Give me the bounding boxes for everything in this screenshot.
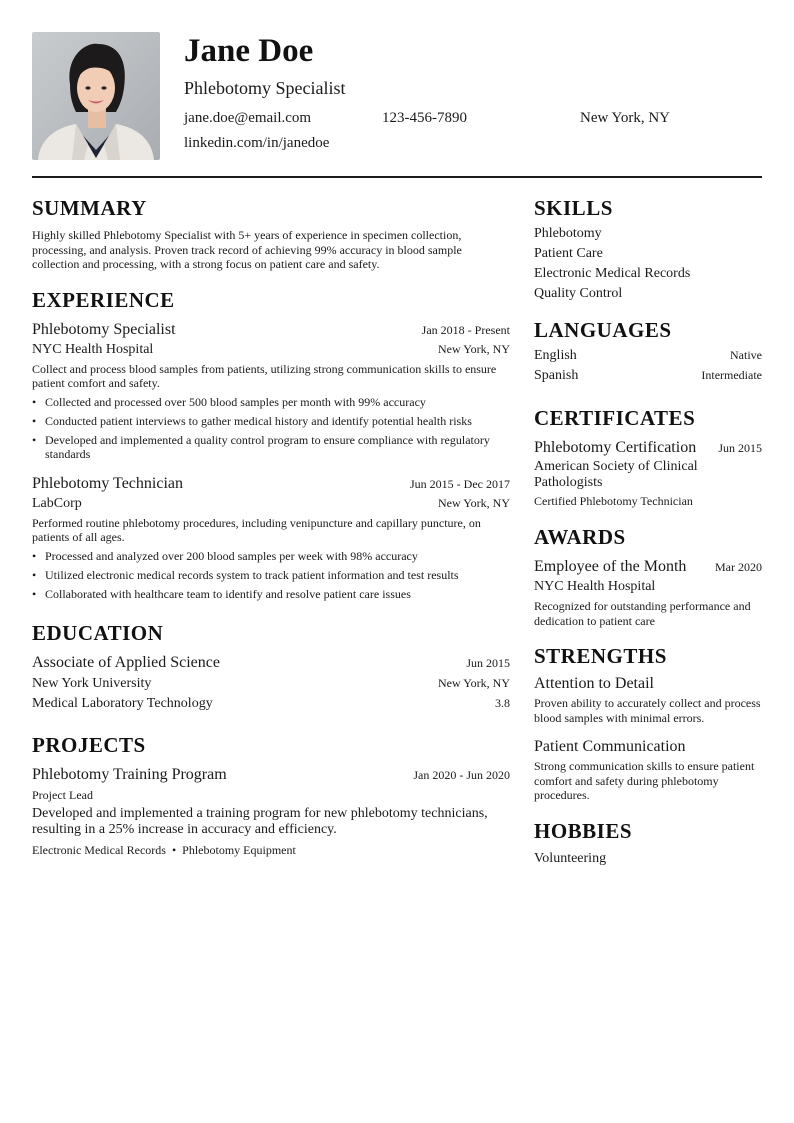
job-entry: [32, 320, 510, 462]
section-heading-summary: SUMMARY: [32, 196, 147, 220]
language-level: Intermediate: [701, 368, 762, 382]
job-bullet: • Processed and analyzed over 200 blood samples per week with 98% accuracy: [32, 549, 510, 564]
skill-item: Electronic Medical Records: [534, 266, 691, 281]
project-role: Project Lead: [32, 788, 93, 802]
languages-section: [534, 318, 762, 386]
hobbies-section: [534, 819, 762, 869]
certificates-section: [534, 406, 762, 509]
job-description: Collect and process blood samples from patients, utilizing strong communication skills to ensure patient comfort and safety.: [32, 361, 497, 390]
education-field: Medical Laboratory Technology: [32, 696, 213, 711]
award-date: Mar 2020: [715, 560, 762, 574]
candidate-title: Phlebotomy Specialist: [184, 78, 346, 98]
language-name: Spanish: [534, 368, 579, 383]
section-heading-strengths: STRENGTHS: [534, 644, 667, 668]
job-bullets: [32, 549, 510, 602]
strength-name: Attention to Detail: [534, 675, 654, 692]
education-degree: Associate of Applied Science: [32, 654, 220, 671]
job-dates: Jun 2015 - Dec 2017: [410, 476, 510, 491]
profile-photo-image: [32, 32, 160, 160]
skill-item: Patient Care: [534, 246, 603, 261]
skills-section: [534, 196, 762, 304]
job-entry: [32, 474, 510, 602]
education-gpa: 3.8: [495, 696, 510, 710]
section-heading-hobbies: HOBBIES: [534, 818, 633, 843]
section-heading-languages: LANGUAGES: [534, 318, 672, 342]
resume-header: [32, 32, 762, 176]
certificate-name: Phlebotomy Certification: [534, 439, 697, 456]
award-description: Recognized for outstanding performance and dedication to patient care: [534, 599, 751, 628]
award-issuer: NYC Health Hospital: [534, 579, 656, 594]
section-heading-awards: AWARDS: [534, 525, 626, 549]
projects-section: [32, 733, 510, 858]
tag-separator: •: [171, 843, 177, 857]
section-heading-certificates: CERTIFICATES: [534, 406, 696, 430]
job-bullets: [32, 395, 510, 462]
contact-phone[interactable]: 123-456-7890: [382, 110, 467, 126]
certificate-description: Certified Phlebotomy Technician: [534, 494, 693, 508]
skill-item: Quality Control: [534, 286, 623, 301]
contact-location: New York, NY: [580, 110, 671, 126]
contact-email[interactable]: jane.doe@email.com: [184, 110, 312, 126]
strengths-section: [534, 644, 762, 803]
summary-text: Highly skilled Phlebotomy Specialist with 5+ years of experience in specimen collection, processing, and analysis. Proven track record of achieving 99% accuracy in blood sample collection and processing, with a strong focus on patient care and safety.: [32, 228, 462, 271]
education-school: New York University: [32, 676, 152, 691]
education-location: New York, NY: [437, 676, 510, 690]
section-heading-education: EDUCATION: [32, 621, 164, 645]
experience-section: [32, 288, 510, 602]
education-date: Jun 2015: [466, 656, 510, 670]
project-tags: [32, 842, 510, 858]
job-location: New York, NY: [437, 495, 510, 510]
job-dates: Jan 2018 - Present: [421, 322, 510, 337]
project-description: Developed and implemented a training program for new phlebotomy technicians, resulting in a 25% increase in accuracy and efficiency.: [32, 806, 488, 837]
job-company: NYC Health Hospital: [32, 341, 154, 357]
strength-name: Patient Communication: [534, 738, 686, 755]
project-dates: Jan 2020 - Jun 2020: [413, 768, 510, 782]
job-description: Performed routine phlebotomy procedures, including venipuncture and capillary puncture, on patients of all ages.: [32, 515, 481, 544]
header-divider: [32, 176, 762, 178]
strength-description: Proven ability to accurately collect and process blood samples with minimal errors.: [534, 696, 761, 725]
project-tag: Phlebotomy Equipment: [182, 843, 296, 857]
candidate-name: Jane Doe: [184, 33, 314, 69]
awards-section: [534, 525, 762, 628]
job-bullet: • Collected and processed over 500 blood samples per month with 99% accuracy: [32, 395, 510, 410]
contact-info: [184, 109, 762, 153]
project-tag: Electronic Medical Records: [32, 843, 166, 857]
award-name: Employee of the Month: [534, 558, 687, 575]
job-bullet: • Conducted patient interviews to gather medical history and identify potential health risks: [32, 414, 510, 429]
job-role: Phlebotomy Technician: [32, 474, 183, 492]
job-location: New York, NY: [437, 341, 510, 356]
language-level: Native: [730, 348, 762, 362]
job-bullet: • Developed and implemented a quality control program to ensure compliance with regulatory standards: [32, 433, 510, 462]
education-section: [32, 621, 510, 713]
section-heading-projects: PROJECTS: [32, 733, 146, 757]
certificate-issuer: American Society of Clinical Pathologists: [534, 459, 698, 490]
job-bullet: • Collaborated with healthcare team to identify and resolve patient care issues: [32, 587, 510, 602]
contact-linkedin[interactable]: linkedin.com/in/janedoe: [184, 135, 330, 151]
section-heading-experience: EXPERIENCE: [32, 287, 175, 312]
strength-description: Strong communication skills to ensure patient comfort and safety during phlebotomy procedures.: [534, 759, 755, 802]
left-column: [32, 196, 510, 874]
certificate-date: Jun 2015: [718, 441, 762, 455]
skill-item: Phlebotomy: [534, 226, 602, 241]
language-name: English: [534, 348, 577, 363]
profile-photo: [32, 32, 160, 160]
section-heading-skills: SKILLS: [534, 196, 613, 220]
project-name: Phlebotomy Training Program: [32, 766, 227, 783]
job-bullet: • Utilized electronic medical records system to track patient information and test results: [32, 568, 510, 583]
job-role: Phlebotomy Specialist: [32, 320, 176, 338]
summary-section: [32, 196, 510, 272]
job-company: LabCorp: [32, 495, 82, 511]
right-column: [534, 196, 762, 885]
hobby-item: Volunteering: [534, 850, 607, 866]
